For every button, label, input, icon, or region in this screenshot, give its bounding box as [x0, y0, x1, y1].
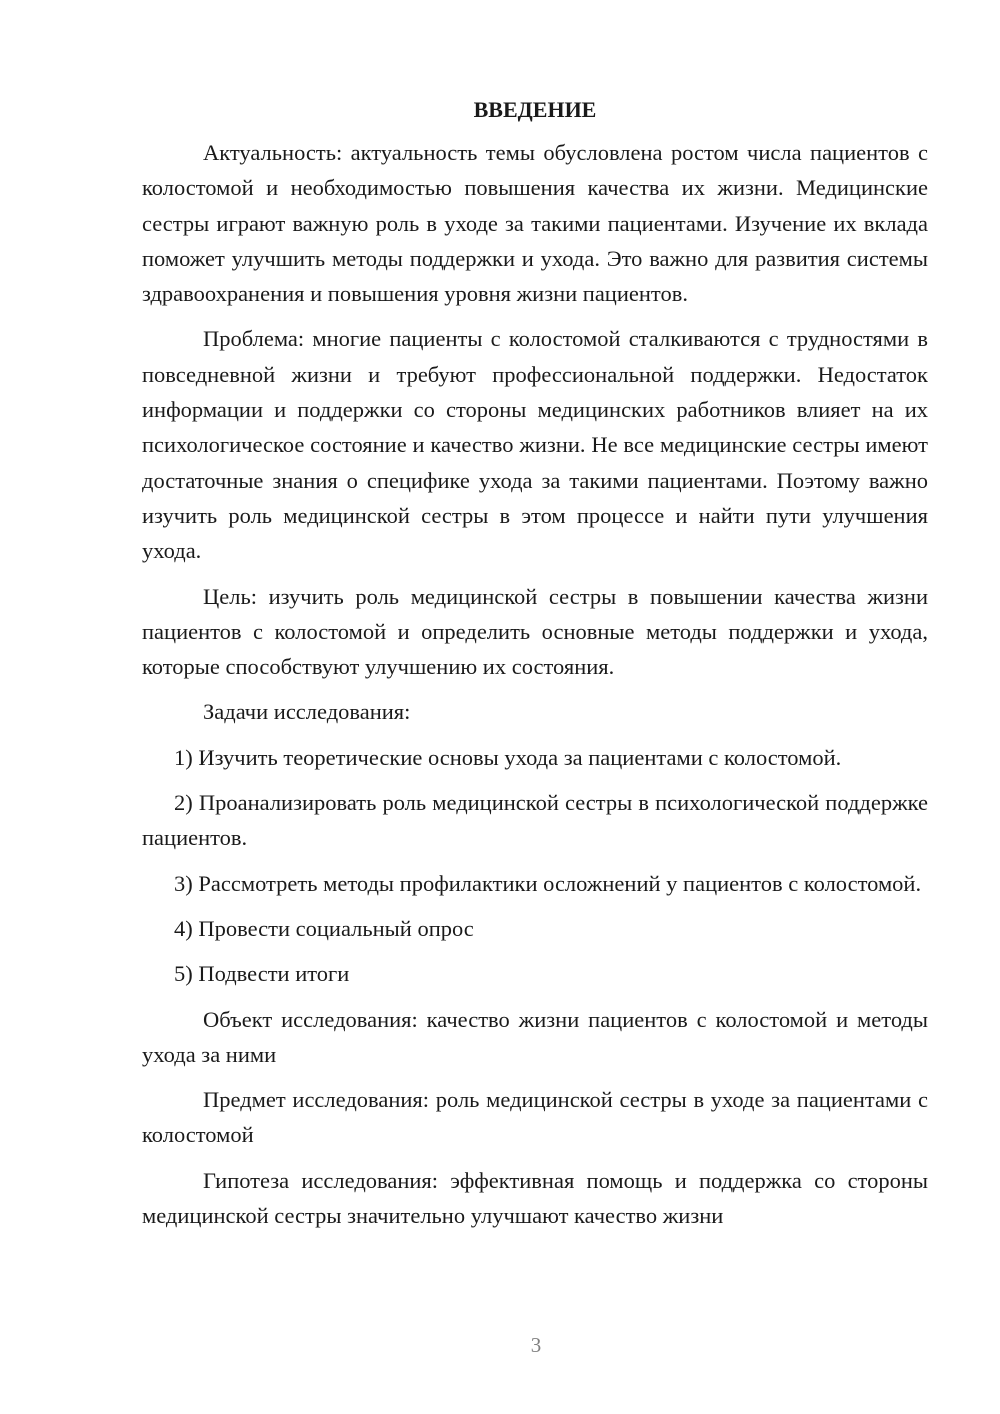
paragraph-object: Объект исследования: качество жизни пациентов с колостомой и методы ухода за ними [142, 1006, 928, 1067]
paragraph-tasks-heading: Задачи исследования: [203, 699, 411, 725]
page-number: 3 [530, 1333, 542, 1357]
paragraph-relevance: Актуальность: актуальность темы обусловлена ростом числа пациентов с колостомой и необходимостью повышения качества их жизни. Медицинские сестры играют важную роль в уходе за такими пациентами. Изучение их вклада поможет улучшить методы поддержки и ухода. Это важно для развития системы здравоохранения и повышения уровня жизни пациентов. [142, 140, 928, 307]
paragraph-subject: Предмет исследования: роль медицинской сестры в уходе за пациентами с колостомой [142, 1087, 928, 1148]
document-title: ВВЕДЕНИЕ [473, 97, 597, 122]
paragraph-hypothesis: Гипотеза исследования: эффективная помощь и поддержка со стороны медицинской сестры значительно улучшают качество жизни [142, 1167, 928, 1229]
document-page [142, 92, 928, 1243]
task-item-1: 1) Изучить теоретические основы ухода за пациентами с колостомой. [174, 744, 842, 770]
task-item-3: 3) Рассмотреть методы профилактики осложнений у пациентов с колостомой. [174, 870, 922, 896]
task-item-5: 5) Подвести итоги [174, 961, 350, 987]
task-item-4: 4) Провести социальный опрос [174, 915, 474, 941]
paragraph-problem: Проблема: многие пациенты с колостомой сталкиваются с трудностями в повседневной жизни и требуют профессиональной поддержки. Недостаток информации и поддержки со стороны медицинских работников влияет на их психологическое состояние и качество жизни. Не все медицинские сестры имеют достаточные знания о специфике ухода за такими пациентами. Поэтому важно изучить роль медицинской сестры в этом процессе и найти пути улучшения ухода. [142, 326, 928, 564]
task-item-2: 2) Проанализировать роль медицинской сестры в психологической поддержке пациентов. [142, 790, 928, 851]
paragraph-goal: Цель: изучить роль медицинской сестры в повышении качества жизни пациентов с колостомой и определить основные методы поддержки и ухода, которые способствуют улучшению их состояния. [142, 583, 928, 680]
